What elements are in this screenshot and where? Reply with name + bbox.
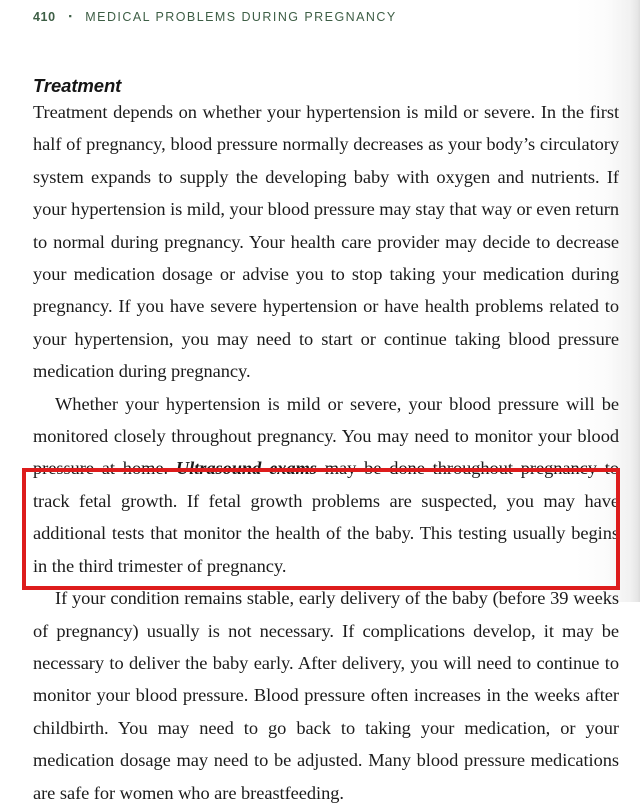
paragraph-2-tail: may be done throughout pregnancy to track fetal growth. If fetal growth problems are suspected, you may have additional tests that monitor the health of the baby. This testing usually begins in the third trimester of pregnancy. bbox=[33, 458, 619, 576]
paragraph-2 bbox=[33, 388, 619, 582]
paragraph-2-lead: Whether your hypertension is mild or severe, your blood pressure will be monitored closely throughout pregnancy. You may need to monitor your blood pressure at home. bbox=[33, 393, 619, 479]
section-heading: Treatment bbox=[33, 75, 122, 97]
running-header bbox=[33, 10, 397, 24]
emphasis-ultrasound-exams: Ultrasound exams bbox=[175, 458, 317, 479]
paragraph-1: Treatment depends on whether your hypertension is mild or severe. In the first half of pregnancy, blood pressure normally decreases as your body’s circulatory system expands to supply the developing baby with oxygen and nutrients. If your hypertension is mild, your blood pressure may stay that way or even return to normal during pregnancy. Your health care provider may decide to decrease your medication dosage or advise you to stop taking your medication during pregnancy. If you have severe hypertension or have health problems related to your hypertension, you may need to start or continue taking blood pressure medication during pregnancy. bbox=[33, 102, 619, 382]
running-title: MEDICAL PROBLEMS DURING PREGNANCY bbox=[85, 10, 397, 24]
header-bullet-separator-icon: ▪ bbox=[68, 10, 74, 21]
page-number: 410 bbox=[33, 10, 56, 24]
paragraph-3: If your condition remains stable, early delivery of the baby (before 39 weeks of pregnancy) usually is not necessary. If complications develop, it may be necessary to deliver the baby early. After delivery, you will need to continue to monitor your blood pressure. Blood pressure often increases in the weeks after childbirth. You may need to go back to taking your medication, or your medication dosage may need to be adjusted. Many blood pressure medications are safe for women who are breastfeeding. bbox=[33, 588, 619, 803]
body-text-column bbox=[33, 96, 619, 809]
